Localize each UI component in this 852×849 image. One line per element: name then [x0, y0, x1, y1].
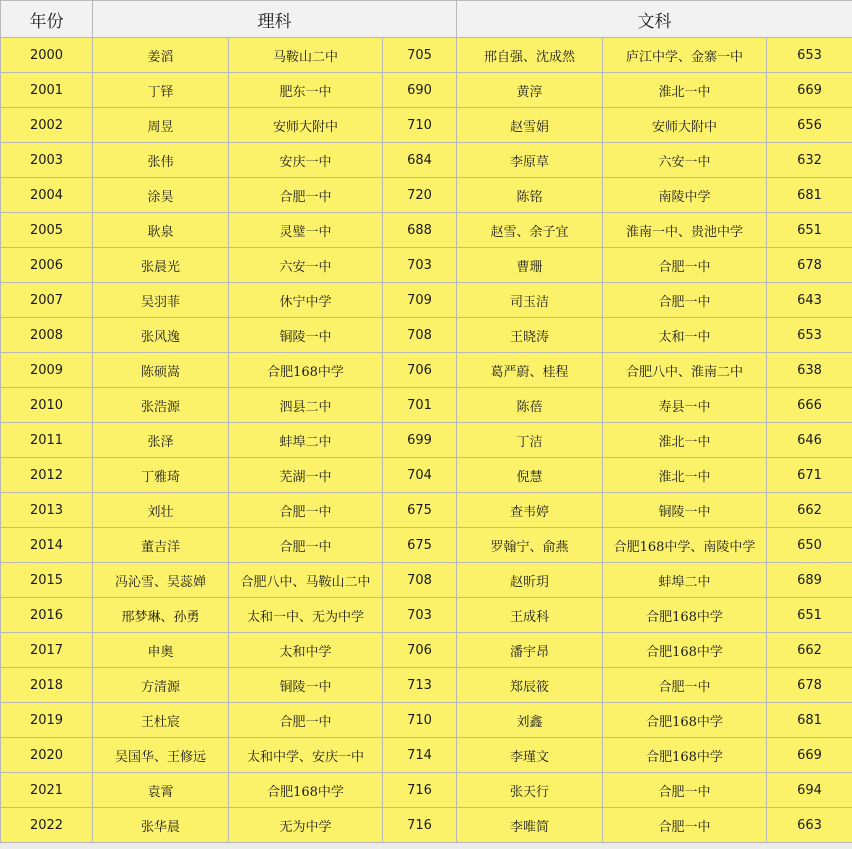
year-cell: 2003: [1, 143, 93, 178]
table-row: [1, 423, 852, 458]
arts-score-cell: 689: [767, 563, 852, 598]
arts-name-cell: 王成科: [457, 598, 603, 633]
science-school-cell: 灵璧一中: [229, 213, 383, 248]
year-cell: 2013: [1, 493, 93, 528]
table-row: [1, 563, 852, 598]
arts-school-cell: 寿县一中: [603, 388, 767, 423]
arts-score-cell: 638: [767, 353, 852, 388]
table-row: [1, 738, 852, 773]
arts-school-cell: 淮南一中、贵池中学: [603, 213, 767, 248]
arts-name-cell: 葛严蔚、桂程: [457, 353, 603, 388]
arts-name-cell: 司玉洁: [457, 283, 603, 318]
year-cell: 2007: [1, 283, 93, 318]
header-liberal-arts: 文科: [457, 1, 852, 38]
arts-school-cell: 安师大附中: [603, 108, 767, 143]
science-score-cell: 720: [383, 178, 457, 213]
table-row: [1, 598, 852, 633]
table-row: [1, 703, 852, 738]
arts-name-cell: 刘鑫: [457, 703, 603, 738]
arts-school-cell: 合肥一中: [603, 248, 767, 283]
arts-name-cell: 李唯简: [457, 808, 603, 843]
science-score-cell: 709: [383, 283, 457, 318]
science-school-cell: 太和中学: [229, 633, 383, 668]
arts-name-cell: 张天行: [457, 773, 603, 808]
science-name-cell: 吴羽菲: [93, 283, 229, 318]
arts-name-cell: 赵雪娟: [457, 108, 603, 143]
science-school-cell: 铜陵一中: [229, 318, 383, 353]
arts-school-cell: 合肥168中学、南陵中学: [603, 528, 767, 563]
arts-score-cell: 678: [767, 248, 852, 283]
year-cell: 2019: [1, 703, 93, 738]
table-row: [1, 773, 852, 808]
year-cell: 2014: [1, 528, 93, 563]
header-science: 理科: [93, 1, 457, 38]
science-score-cell: 699: [383, 423, 457, 458]
arts-school-cell: 淮北一中: [603, 458, 767, 493]
year-cell: 2016: [1, 598, 93, 633]
arts-score-cell: 656: [767, 108, 852, 143]
year-cell: 2000: [1, 38, 93, 73]
science-name-cell: 张伟: [93, 143, 229, 178]
science-score-cell: 688: [383, 213, 457, 248]
science-score-cell: 675: [383, 493, 457, 528]
arts-score-cell: 662: [767, 493, 852, 528]
year-cell: 2010: [1, 388, 93, 423]
year-cell: 2001: [1, 73, 93, 108]
arts-score-cell: 669: [767, 73, 852, 108]
science-score-cell: 710: [383, 703, 457, 738]
science-score-cell: 701: [383, 388, 457, 423]
science-school-cell: 芜湖一中: [229, 458, 383, 493]
arts-name-cell: 罗翰宁、俞燕: [457, 528, 603, 563]
science-name-cell: 丁铎: [93, 73, 229, 108]
science-school-cell: 合肥一中: [229, 528, 383, 563]
table-row: [1, 318, 852, 353]
science-school-cell: 合肥168中学: [229, 773, 383, 808]
science-name-cell: 耿泉: [93, 213, 229, 248]
table-row: [1, 248, 852, 283]
science-name-cell: 邢梦琳、孙勇: [93, 598, 229, 633]
arts-score-cell: 694: [767, 773, 852, 808]
arts-score-cell: 671: [767, 458, 852, 493]
year-cell: 2018: [1, 668, 93, 703]
table-row: [1, 668, 852, 703]
arts-school-cell: 南陵中学: [603, 178, 767, 213]
arts-school-cell: 合肥168中学: [603, 703, 767, 738]
header-row: [1, 1, 852, 38]
year-cell: 2021: [1, 773, 93, 808]
table-row: [1, 808, 852, 843]
science-school-cell: 蚌埠二中: [229, 423, 383, 458]
science-school-cell: 太和中学、安庆一中: [229, 738, 383, 773]
year-cell: 2020: [1, 738, 93, 773]
science-name-cell: 申奥: [93, 633, 229, 668]
science-score-cell: 703: [383, 598, 457, 633]
science-name-cell: 张风逸: [93, 318, 229, 353]
year-cell: 2004: [1, 178, 93, 213]
science-school-cell: 肥东一中: [229, 73, 383, 108]
arts-score-cell: 666: [767, 388, 852, 423]
science-score-cell: 675: [383, 528, 457, 563]
year-cell: 2009: [1, 353, 93, 388]
arts-score-cell: 653: [767, 38, 852, 73]
arts-name-cell: 李瑾文: [457, 738, 603, 773]
science-score-cell: 706: [383, 353, 457, 388]
arts-school-cell: 合肥168中学: [603, 738, 767, 773]
arts-score-cell: 643: [767, 283, 852, 318]
arts-school-cell: 合肥一中: [603, 668, 767, 703]
arts-school-cell: 合肥168中学: [603, 633, 767, 668]
science-score-cell: 708: [383, 318, 457, 353]
arts-school-cell: 淮北一中: [603, 73, 767, 108]
science-school-cell: 铜陵一中: [229, 668, 383, 703]
arts-score-cell: 651: [767, 213, 852, 248]
year-cell: 2005: [1, 213, 93, 248]
arts-score-cell: 663: [767, 808, 852, 843]
arts-name-cell: 赵昕玥: [457, 563, 603, 598]
arts-name-cell: 陈蓓: [457, 388, 603, 423]
science-school-cell: 无为中学: [229, 808, 383, 843]
table-row: [1, 143, 852, 178]
science-school-cell: 马鞍山二中: [229, 38, 383, 73]
science-school-cell: 合肥168中学: [229, 353, 383, 388]
science-name-cell: 冯沁雪、吴蕊婵: [93, 563, 229, 598]
arts-school-cell: 庐江中学、金寨一中: [603, 38, 767, 73]
science-school-cell: 泗县二中: [229, 388, 383, 423]
arts-score-cell: 653: [767, 318, 852, 353]
table-row: [1, 38, 852, 73]
science-name-cell: 周昱: [93, 108, 229, 143]
science-score-cell: 716: [383, 808, 457, 843]
science-school-cell: 安庆一中: [229, 143, 383, 178]
arts-school-cell: 合肥168中学: [603, 598, 767, 633]
science-score-cell: 705: [383, 38, 457, 73]
science-name-cell: 吴国华、王修远: [93, 738, 229, 773]
table-row: [1, 458, 852, 493]
table-row: [1, 178, 852, 213]
arts-name-cell: 郑辰筱: [457, 668, 603, 703]
science-school-cell: 六安一中: [229, 248, 383, 283]
table-row: [1, 528, 852, 563]
science-score-cell: 706: [383, 633, 457, 668]
science-name-cell: 张浩源: [93, 388, 229, 423]
science-name-cell: 张泽: [93, 423, 229, 458]
science-name-cell: 丁雅琦: [93, 458, 229, 493]
science-score-cell: 703: [383, 248, 457, 283]
science-score-cell: 710: [383, 108, 457, 143]
arts-score-cell: 678: [767, 668, 852, 703]
year-cell: 2022: [1, 808, 93, 843]
arts-name-cell: 倪慧: [457, 458, 603, 493]
year-cell: 2002: [1, 108, 93, 143]
arts-score-cell: 681: [767, 703, 852, 738]
science-school-cell: 合肥一中: [229, 493, 383, 528]
arts-school-cell: 太和一中: [603, 318, 767, 353]
table-row: [1, 633, 852, 668]
year-cell: 2006: [1, 248, 93, 283]
science-name-cell: 姜滔: [93, 38, 229, 73]
arts-name-cell: 潘宇昂: [457, 633, 603, 668]
arts-school-cell: 合肥一中: [603, 808, 767, 843]
arts-score-cell: 650: [767, 528, 852, 563]
table-row: [1, 108, 852, 143]
science-score-cell: 714: [383, 738, 457, 773]
science-name-cell: 张华晨: [93, 808, 229, 843]
arts-score-cell: 669: [767, 738, 852, 773]
science-name-cell: 涂昊: [93, 178, 229, 213]
year-cell: 2015: [1, 563, 93, 598]
header-year: 年份: [1, 1, 93, 38]
arts-school-cell: 蚌埠二中: [603, 563, 767, 598]
arts-name-cell: 邢自强、沈成然: [457, 38, 603, 73]
arts-name-cell: 查韦婷: [457, 493, 603, 528]
table-row: [1, 493, 852, 528]
table-row: [1, 283, 852, 318]
science-name-cell: 张晨光: [93, 248, 229, 283]
science-school-cell: 合肥八中、马鞍山二中: [229, 563, 383, 598]
arts-score-cell: 651: [767, 598, 852, 633]
science-school-cell: 合肥一中: [229, 703, 383, 738]
arts-score-cell: 646: [767, 423, 852, 458]
arts-school-cell: 六安一中: [603, 143, 767, 178]
arts-score-cell: 681: [767, 178, 852, 213]
science-score-cell: 716: [383, 773, 457, 808]
arts-name-cell: 丁洁: [457, 423, 603, 458]
science-school-cell: 安师大附中: [229, 108, 383, 143]
table-row: [1, 388, 852, 423]
science-score-cell: 684: [383, 143, 457, 178]
arts-school-cell: 合肥八中、淮南二中: [603, 353, 767, 388]
arts-name-cell: 王晓涛: [457, 318, 603, 353]
arts-school-cell: 合肥一中: [603, 773, 767, 808]
science-name-cell: 刘壮: [93, 493, 229, 528]
science-school-cell: 合肥一中: [229, 178, 383, 213]
arts-name-cell: 赵雪、余子宜: [457, 213, 603, 248]
year-cell: 2008: [1, 318, 93, 353]
table-row: [1, 73, 852, 108]
arts-score-cell: 632: [767, 143, 852, 178]
science-name-cell: 王杜宸: [93, 703, 229, 738]
arts-name-cell: 李原草: [457, 143, 603, 178]
science-name-cell: 陈硕嵩: [93, 353, 229, 388]
science-score-cell: 713: [383, 668, 457, 703]
science-name-cell: 董吉洋: [93, 528, 229, 563]
science-school-cell: 休宁中学: [229, 283, 383, 318]
arts-score-cell: 662: [767, 633, 852, 668]
science-score-cell: 704: [383, 458, 457, 493]
year-cell: 2011: [1, 423, 93, 458]
year-cell: 2012: [1, 458, 93, 493]
table-row: [1, 353, 852, 388]
science-score-cell: 708: [383, 563, 457, 598]
science-school-cell: 太和一中、无为中学: [229, 598, 383, 633]
table-row: [1, 213, 852, 248]
table-body: [1, 38, 852, 843]
arts-name-cell: 曹珊: [457, 248, 603, 283]
arts-name-cell: 陈铭: [457, 178, 603, 213]
year-cell: 2017: [1, 633, 93, 668]
arts-school-cell: 铜陵一中: [603, 493, 767, 528]
bottom-strip: [0, 843, 852, 849]
science-score-cell: 690: [383, 73, 457, 108]
science-name-cell: 袁霄: [93, 773, 229, 808]
science-name-cell: 方清源: [93, 668, 229, 703]
arts-name-cell: 黄淳: [457, 73, 603, 108]
arts-school-cell: 合肥一中: [603, 283, 767, 318]
arts-school-cell: 淮北一中: [603, 423, 767, 458]
